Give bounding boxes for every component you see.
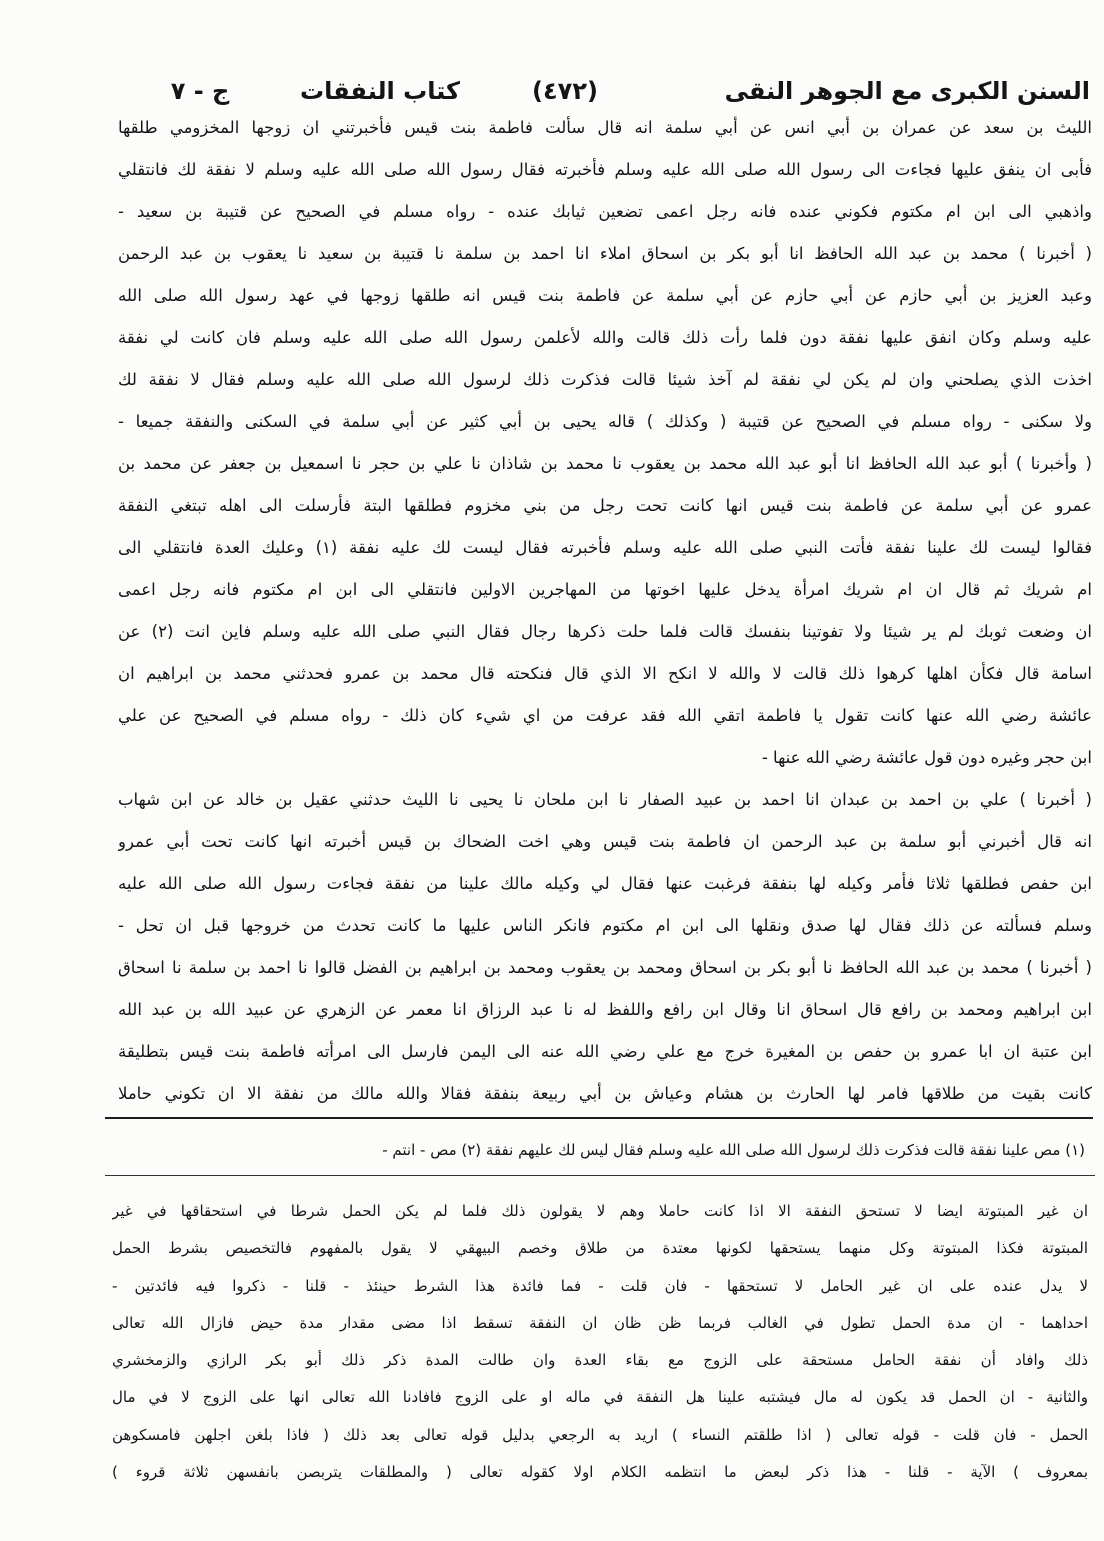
commentary-line: المبتوتة فكذا المبتوتة وكل منهما يستحقها لكونها معتدة من طلاق وخصم البيهقي لا يقول بالمفهوم فالتخصيص بشرط الحمل — [112, 1239, 1088, 1258]
text-line: اسامة قال فكأن اهلها كرهوا ذلك قالت لا والله لا انكح الا الذي قال فنكحته قال محمد بن عمرو فحدثني محمد بن ابراهيم ان — [118, 664, 1092, 683]
commentary-line: ذلك وافاد أن نفقة الحامل مستحقة على الزوج مع بقاء العدة وان طالت المدة ذكر ذلك أبو بكر الرازي والزمخشري — [112, 1351, 1088, 1370]
commentary-divider — [105, 1175, 1095, 1176]
text-line: عليه وسلم وكان انفق عليها نفقة دون فلما رأت ذلك قالت والله لأعلمن رسول الله صلى الله عليه وسلم فان كانت لي نفقة — [118, 328, 1092, 347]
text-line: فقالوا ليست لك علينا نفقة فأتت النبي صلى الله عليه وسلم فأخبرته فقال ليست لك عليه نفقة (١) وعليك العدة فانتقلي الى — [118, 538, 1092, 557]
commentary-line: بمعروف ) الآية - قلنا - هذا ذكر لبعض ما انتظمه الكلام اولا كقوله تعالى ( والمطلقات يتربصن بانفسهن ثلاثة قروء ) — [112, 1463, 1088, 1482]
text-line: عائشة رضي الله عنها كانت تقول يا فاطمة اتقي الله فقد عرفت من اي شيء كان ذلك - رواه مسلم في الصحيح عن علي — [118, 706, 1092, 725]
footnote-divider — [105, 1117, 1093, 1119]
book-title: السنن الكبرى مع الجوهر النقى — [724, 77, 1090, 105]
commentary-line: احداهما - ان مدة الحمل تطول في الغالب فربما ظن ظان ان النفقة تسقط اذا مضى مقدار مدة حيض فازال الله تعالى — [112, 1313, 1088, 1332]
text-line: ( أخبرنا ) محمد بن عبد الله الحافظ نا أبو بكر بن اسحاق ومحمد بن يعقوب ومحمد بن ابراهيم بن الفضل قالوا نا احمد بن سلمة نا اسحاق — [118, 958, 1092, 977]
text-line: عمرو عن أبي سلمة عن فاطمة بنت قيس انها كانت تحت رجل من بني مخزوم فطلقها البتة فأرسلت الى اهله تبتغي النفقة — [118, 496, 1092, 515]
text-line: وعبد العزيز بن أبي حازم عن أبي حازم عن أبي سلمة عن فاطمة بنت قيس انه طلقها زوجها في عهد رسول الله صلى الله — [118, 286, 1092, 305]
text-line: كانت بقيت من طلاقها فامر لها الحارث بن هشام وعياش بن أبي ربيعة بنفقة فقالا والله مالك من نفقة الا ان تكوني حاملا — [118, 1084, 1092, 1103]
text-line: ام شريك ثم قال ان ام شريك امرأة يدخل عليها اخوتها من المهاجرين الاولين فانتقلي الى ابن ام مكتوم فانه رجل اعمى — [118, 580, 1092, 599]
page-number: (٤٧٢) — [532, 77, 598, 105]
text-line: انه قال أخبرني أبو سلمة بن عبد الرحمن ان فاطمة بنت قيس وهي اخت الضحاك بن قيس أخبرته انها كانت تحت أبي عمرو — [118, 832, 1092, 851]
commentary-text — [112, 1193, 1088, 1491]
text-line: ابن حفص فطلقها ثلاثا فأمر وكيله لها بنفقة فرغبت عنها فقال لي وكيله مالك علينا من نفقة فجاءت رسول الله صلى الله عليه — [118, 874, 1092, 893]
main-text — [118, 107, 1092, 1115]
text-line: اخذت الذي يصلحني وان لم يكن لي نفقة لم آخذ شيئا قالت فذكرت ذلك لرسول الله صلى الله عليه وسلم فقال لا نفقة لك — [118, 370, 1092, 389]
text-line: ( أخبرنا ) علي بن احمد بن عبدان انا احمد بن عبيد الصفار نا ابن ملحان نا يحيى نا الليث حدثني عقيل بن خالد عن ابن شهاب — [118, 790, 1092, 809]
volume-number: ج - ٧ — [170, 77, 230, 105]
commentary-line: الحمل - فان قلت - قوله تعالى ( اذا طلقتم النساء ) اريد به الرجعي بدليل قوله تعالى بعد ذلك ( فاذا بلغن اجلهن فامسكوهن — [112, 1425, 1088, 1444]
text-line: وسلم فسألته عن ذلك فقال لها صدق ونقلها الى ابن ام مكتوم فانكر الناس عليها ما كانت تحدث من خروجها قبل ان تحل - — [118, 916, 1092, 935]
commentary-line: ان غير المبتوتة ايضا لا تستحق النفقة الا اذا كانت حاملا وهم لا يقولون ذلك فلما لم يكن الحمل شرطا في استحقاقها في غير — [112, 1202, 1088, 1220]
text-line: ولا سكنى - رواه مسلم في الصحيح عن قتيبة ( وكذلك ) قاله يحيى بن أبي كثير عن أبي سلمة في السكنى والنفقة جميعا - — [118, 412, 1092, 431]
text-line: فأبى ان ينفق عليها فجاءت الى رسول الله صلى الله عليه وسلم فأخبرته فقال رسول الله صلى الله عليه وسلم لا نفقة لك فانتقلي — [118, 160, 1092, 179]
text-line: ابن عتبة ان ابا عمرو بن حفص بن المغيرة خرج مع علي رضي الله عنه الى اليمن فارسل الى امرأته فاطمة بنت قيس بتطليقة — [118, 1042, 1092, 1061]
text-line: ان وضعت ثوبك لم ير شيئا ولا تفوتينا بنفسك قالت فلما حلت ذكرها رجال فقال النبي صلى الله عليه وسلم فاين انت (٢) عن — [118, 622, 1092, 641]
text-line: واذهبي الى ابن ام مكتوم فكوني عنده فانه رجل اعمى تضعين ثيابك عنده - رواه مسلم في الصحيح عن قتيبة بن سعيد - — [118, 202, 1092, 221]
text-line: ابن حجر وغيره دون قول عائشة رضي الله عنها - — [761, 748, 1092, 767]
commentary-line: لا يدل عنده على ان غير الحامل لا تستحقها - فان قلت - فما فائدة هذا الشرط حينئذ - قلنا - ذكروا فيه فائدتين - — [112, 1276, 1088, 1295]
footnote: (١) مص علينا نفقة قالت فذكرت ذلك لرسول الله صلى الله عليه وسلم فقال ليس لك عليهم نفقة (٢) مص - انتم - — [382, 1141, 1085, 1159]
text-line: ( وأخبرنا ) أبو عبد الله الحافظ انا أبو عبد الله محمد بن يعقوب نا محمد بن شاذان نا علي بن حجر نا اسمعيل بن جعفر عن محمد بن — [118, 454, 1092, 473]
text-line: ابن ابراهيم ومحمد بن رافع قال اسحاق انا وقال ابن رافع واللفظ له نا عبد الرزاق انا معمر عن الزهري عن عبيد الله بن عبد الله — [118, 1000, 1092, 1019]
text-line: ( أخبرنا ) محمد بن عبد الله الحافظ انا أبو بكر بن اسحاق املاء انا احمد بن سلمة نا قتيبة بن سعيد نا يعقوب بن عبد الرحمن — [118, 244, 1092, 263]
text-line: الليث بن سعد عن عمران بن أبي انس عن أبي سلمة انه قال سألت فاطمة بنت قيس فأخبرتني ان زوجها المخزومي طلقها — [118, 118, 1092, 137]
commentary-line: والثانية - ان الحمل قد يكون له مال فيشتبه علينا هل النفقة في ماله او على الزوج فافادنا الله تعالى انها على الزوج لا في مال — [112, 1388, 1088, 1407]
chapter-title: كتاب النفقات — [300, 77, 460, 105]
